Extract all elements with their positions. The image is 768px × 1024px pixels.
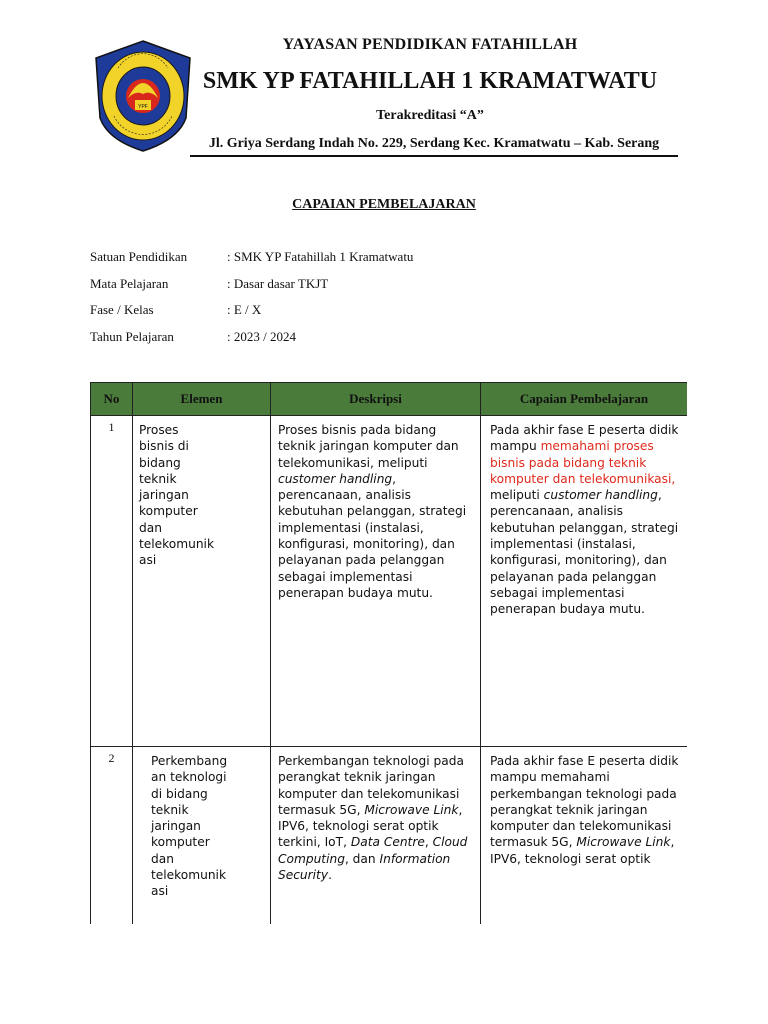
info-value: : E / X [227,302,262,317]
info-value: : SMK YP Fatahillah 1 Kramatwatu [227,249,414,264]
deskripsi-text: , perencanaan, analisis kebutuhan pelanggan, strategi implementasi (instalasi, konfigurasi, monitoring), dan pelayanan pada pelanggan sebagai implementasi penerapan budaya mutu. [278,471,467,600]
deskripsi-italic: customer handling [278,471,393,486]
capaian-text: Pada akhir fase E peserta didik mampu [490,423,679,454]
capaian-cell [481,416,688,747]
deskripsi-text: Proses bisnis pada bidang teknik jaringan komputer dan telekomunikasi, meliputi [278,423,459,470]
elemen-line: Proses [139,423,179,437]
table-row [91,416,688,747]
school-logo [88,38,198,154]
deskripsi-italic: Microwave Link [364,802,459,817]
elemen-line: di bidang [151,786,208,801]
document-title: CAPAIAN PEMBELAJARAN [292,197,476,212]
info-row [90,276,413,303]
header-elemen: Elemen [133,383,271,416]
deskripsi-text: , IPV6, teknologi serat optik terkini, IoT, [278,802,463,850]
elemen-line: dan [139,520,162,535]
elemen-line: telekomunik [139,537,215,552]
info-row [90,302,413,329]
capaian-cell [481,747,688,925]
elemen-line: asi [151,884,169,899]
info-value: : Dasar dasar TKJT [227,275,329,291]
elemen-cell [133,416,271,747]
info-row [90,249,413,276]
deskripsi-text: Perkembangan teknologi pada perangkat teknik jaringan komputer dan telekomunikasi termasuk 5G, [278,754,464,817]
deskripsi-text: , [424,835,433,850]
capaian-text: , IPV6, teknologi serat optik [490,835,675,866]
info-label: Mata Pelajaran [90,275,169,291]
elemen-line: dan [151,851,174,866]
cp-table [90,382,687,924]
elemen-line: komputer [139,504,198,519]
elemen-line: bisnis di [139,439,189,454]
deskripsi-cell [271,747,481,925]
elemen-line: teknik [139,471,177,486]
header-deskripsi: Deskripsi [271,383,481,416]
svg-text:YPF: YPF [138,104,148,110]
elemen-cell [133,747,271,925]
capaian-text: , perencanaan, analisis kebutuhan pelanggan, strategi implementasi (instalasi, konfigurasi, monitoring), dan pelayanan pada pelanggan sebagai implementasi penerapan budaya mutu. [490,488,679,617]
info-value: : 2023 / 2024 [227,328,296,344]
elemen-line: telekomunik [151,868,227,883]
capaian-text: Pada akhir fase E peserta didik mampu memahami perkembangan teknologi pada perangkat teknik jaringan komputer dan telekomunikasi termasuk 5G, [490,754,679,850]
info-label: Tahun Pelajaran [90,328,174,344]
elemen-line: Perkembang [151,754,228,768]
elemen-line: komputer [151,835,210,850]
capaian-italic: Microwave Link [576,835,671,850]
table-header-row [91,383,688,416]
elemen-line: teknik [151,802,189,817]
table-row [91,747,688,925]
deskripsi-italic: Information Security [278,851,451,883]
info-label: Satuan Pendidikan [90,249,188,264]
capaian-italic: customer handling [543,488,658,503]
deskripsi-italic: Cloud Computing [278,835,468,866]
info-label: Fase / Kelas [90,302,154,317]
capaian-text: meliputi [490,488,544,503]
info-block [90,249,413,355]
row-number: 1 [91,416,133,747]
info-row [90,329,413,356]
elemen-line: an teknologi [151,770,227,785]
school-address: Jl. Griya Serdang Indah No. 229, Serdang Kec. Kramatwatu – Kab. Serang [190,136,678,157]
row-number: 2 [91,747,133,925]
elemen-line: jaringan [139,488,189,503]
deskripsi-cell [271,416,481,747]
elemen-line: jaringan [151,819,201,834]
elemen-line: bidang [139,455,181,470]
capaian-highlight: memahami proses bisnis pada bidang teknik komputer dan telekomunikasi, [490,439,676,486]
foundation-name: YAYASAN PENDIDIKAN FATAHILLAH [282,36,578,53]
cp-table-wrap [90,382,687,924]
elemen-line: asi [139,553,157,568]
header-no: No [91,383,133,416]
deskripsi-italic: Data Centre [350,835,425,850]
school-name: SMK YP FATAHILLAH 1 KRAMATWATU [202,68,658,94]
deskripsi-text: , dan [344,851,380,866]
deskripsi-text: . [328,868,332,883]
header-capaian: Capaian Pembelajaran [481,383,688,416]
accreditation: Terakreditasi “A” [376,108,484,123]
